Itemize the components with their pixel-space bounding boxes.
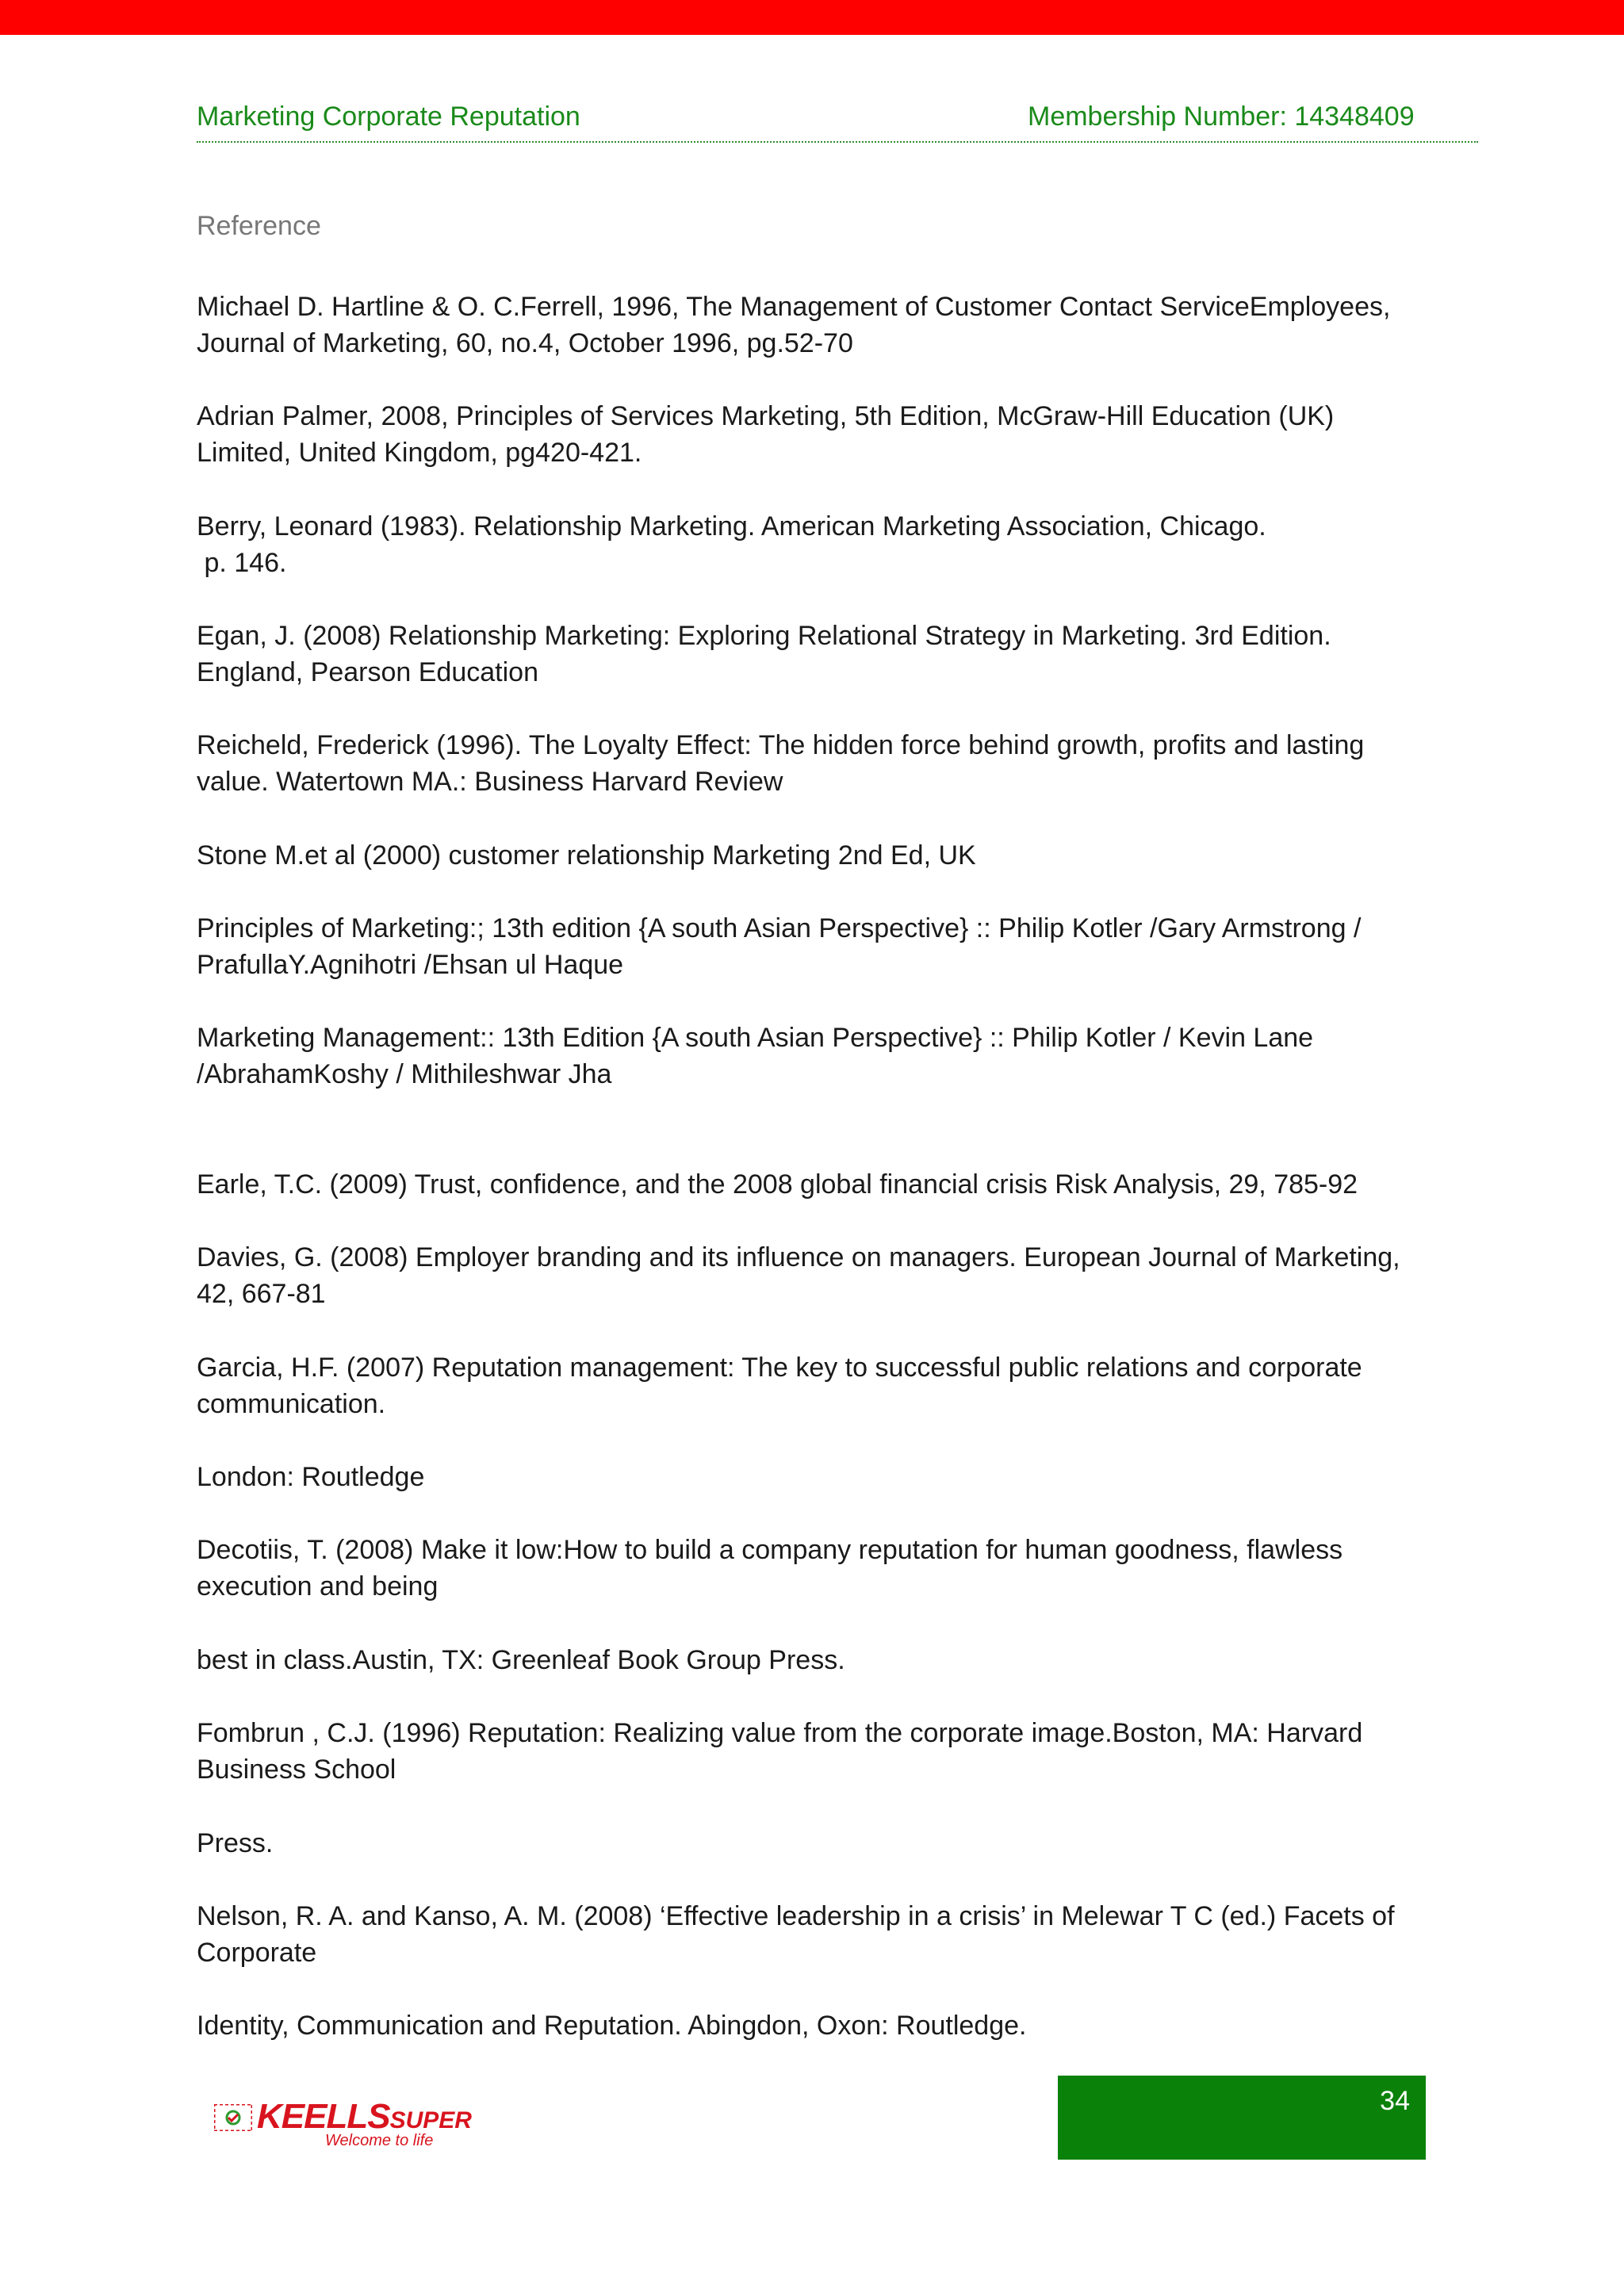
logo-tagline: Welcome to life bbox=[325, 2132, 434, 2149]
basket-icon bbox=[214, 2104, 252, 2131]
reference-line: Limited, United Kingdom, pg420-421. bbox=[197, 438, 642, 468]
logo-wordmark: KEELLSSUPER bbox=[257, 2097, 472, 2136]
reference-line: Berry, Leonard (1983). Relationship Marketing. American Marketing Association, Chicago. bbox=[197, 511, 1266, 541]
section-heading: Reference bbox=[197, 211, 321, 241]
reference-line: Garcia, H.F. (2007) Reputation management: The key to successful public relations and corporate bbox=[197, 1353, 1362, 1383]
keells-super-logo bbox=[214, 2096, 472, 2153]
reference-line: execution and being bbox=[197, 1571, 439, 1601]
reference-line: Earle, T.C. (2009) Trust, confidence, and the 2008 global financial crisis Risk Analysis, 29, 785-92 bbox=[197, 1169, 1358, 1200]
reference-line: Reicheld, Frederick (1996). The Loyalty Effect: The hidden force behind growth, profits and lasting bbox=[197, 730, 1365, 760]
reference-line: Corporate bbox=[197, 1938, 317, 1968]
page-number: 34 bbox=[1380, 2086, 1410, 2116]
reference-line: Decotiis, T. (2008) Make it low:How to build a company reputation for human goodness, flawless bbox=[197, 1535, 1343, 1565]
reference-line: London: Routledge bbox=[197, 1462, 425, 1492]
reference-line: PrafullaY.Agnihotri /Ehsan ul Haque bbox=[197, 950, 624, 980]
reference-line: Principles of Marketing:; 13th edition {A south Asian Perspective} :: Philip Kotler /Gary Armstrong / bbox=[197, 913, 1362, 943]
membership-number: Membership Number: 14348409 bbox=[1028, 101, 1415, 132]
reference-line: Press. bbox=[197, 1828, 274, 1858]
page-header bbox=[197, 97, 1478, 143]
reference-line: Identity, Communication and Reputation. Abingdon, Oxon: Routledge. bbox=[197, 2011, 1027, 2041]
reference-line: /AbrahamKoshy / Mithileshwar Jha bbox=[197, 1059, 612, 1089]
reference-line: p. 146. bbox=[197, 548, 287, 578]
reference-line: Nelson, R. A. and Kanso, A. M. (2008) ‘Effective leadership in a crisis’ in Melewar T C (ed.) Facets of bbox=[197, 1901, 1395, 1931]
reference-line: Michael D. Hartline & O. C.Ferrell, 1996, The Management of Customer Contact ServiceEmployees, bbox=[197, 292, 1391, 322]
reference-line: Davies, G. (2008) Employer branding and its influence on managers. European Journal of Marketing, bbox=[197, 1242, 1400, 1272]
reference-line: Adrian Palmer, 2008, Principles of Services Marketing, 5th Edition, McGraw-Hill Education (UK) bbox=[197, 401, 1335, 431]
reference-line: Fombrun , C.J. (1996) Reputation: Realizing value from the corporate image.Boston, MA: Harvard bbox=[197, 1718, 1363, 1748]
reference-line: Egan, J. (2008) Relationship Marketing: Exploring Relational Strategy in Marketing. 3rd Edition. bbox=[197, 621, 1331, 651]
top-color-bar bbox=[0, 0, 1624, 35]
page-number-box bbox=[1058, 2076, 1426, 2160]
reference-line: best in class.Austin, TX: Greenleaf Book Group Press. bbox=[197, 1645, 845, 1675]
reference-line: communication. bbox=[197, 1389, 386, 1419]
reference-line: Marketing Management:: 13th Edition {A south Asian Perspective} :: Philip Kotler / Kevin Lane bbox=[197, 1023, 1314, 1053]
document-title: Marketing Corporate Reputation bbox=[197, 101, 580, 132]
reference-line: Journal of Marketing, 60, no.4, October 1996, pg.52-70 bbox=[197, 328, 853, 358]
reference-line: 42, 667-81 bbox=[197, 1279, 326, 1309]
reference-line: value. Watertown MA.: Business Harvard Review bbox=[197, 767, 783, 797]
reference-line: Business School bbox=[197, 1755, 396, 1785]
reference-line: England, Pearson Education bbox=[197, 657, 538, 687]
reference-line: Stone M.et al (2000) customer relationship Marketing 2nd Ed, UK bbox=[197, 840, 976, 871]
